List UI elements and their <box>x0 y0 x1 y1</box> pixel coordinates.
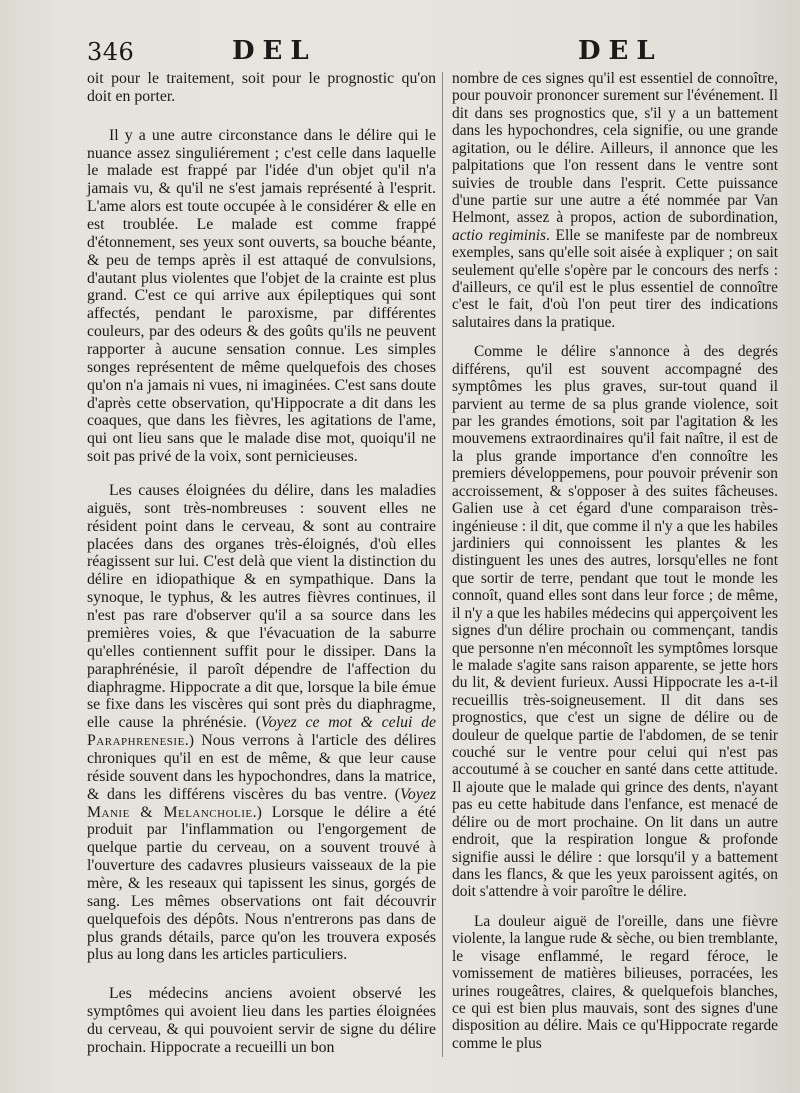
paragraph-text: .) Nous verrons à l'article des délires chroniques qu'il en est de même, & que leur cause réside souvent dans les hypochondres, dans la matrice, & dans les différens viscères du bas ventre. ( <box>87 732 436 803</box>
cross-reference-term: Paraphrenesie <box>87 732 185 750</box>
paragraph-degres-delire: Comme le délire s'annonce à des degrés différens, qu'il est souvent accompagné des symptômes les plus graves, sur-tout quand il parvient au terme de sa plus grande violence, soit par les grandes émotions, soit par l'agitation & les mouvemens extraordinaires qu'il fait naître, il est de la plus grande importance d'en connoître les premiers développemens, pour pouvoir prévenir son accroissement, & s'opposer à des suites fâcheuses. Galien use à cet égard d'une comparaison très-ingénieuse : il dit, que comme il n'y a que les habiles jardiniers qui connoissent les plantes & les distinguent les unes des autres, lorsqu'elles ne font que sortir de terre, pendant que tout le monde les connoît, quand elles sont dans leur force ; de même, il n'y a que les habiles médecins qui apperçoivent les signes d'un délire prochain ou commençant, tandis que personne n'en méconnoît les symptômes lorsque le malade s'agite sans raison apparente, se jette hors du lit, & devient furieux. Aussi Hippocrate les a-t-il recueillis très-soigneusement. Il dit dans ses prognostics, que c'est un signe de délire ou de douleur de quelque partie de l'abdomen, de se tenir couché sur le ventre pour celui qui n'est pas accoutumé à se coucher en santé dans cette attitude. Il ajoute que le malade qui grince des dents, n'ayant pas eu cette habitude dans l'enfance, est menacé de délire ou de mort prochaine. On lit dans un autre endroit, que la respiration longue & profonde signifie aussi le délire : que lorsqu'il y a battement dans les flancs, & que les yeux paroissent agités, on doit s'attendre à voir paroître le délire. <box>452 343 778 901</box>
paragraph-continued: oit pour le traitement, soit pour le prognostic qu'on doit en porter. <box>87 70 436 105</box>
paragraph-signes-continued <box>452 70 778 331</box>
paragraph-causes-eloignees <box>87 482 436 964</box>
column-divider <box>442 72 443 1057</box>
paragraph-douleur-oreille: La douleur aiguë de l'oreille, dans une fièvre violente, la langue rude & sèche, ou bien tremblante, le visage enflammé, le regard féroce, le vomissement de matières bilieuses, porracées, les urines rougeâtres, claires, & quelquefois blanches, ce qui est bien plus mauvais, sont des signes d'une disposition au délire. Mais ce qu'Hippocrate regarde comme le plus <box>452 912 778 1052</box>
paragraph-medecins-anciens: Les médecins anciens avoient observé les symptômes qui avoient lieu dans les parties éloignées du cerveau, & qui pouvoient servir de signe du délire prochain. Hippocrate a recueilli un bon <box>87 985 436 1056</box>
page-number: 346 <box>87 38 135 66</box>
right-column <box>452 70 778 1052</box>
running-head-left: DEL <box>232 36 317 66</box>
cross-reference-term: Manie & Melancholie <box>87 803 253 821</box>
paragraph-text: . Elle se manifeste par de nombreux exemples, sans qu'elle soit aisée à expliquer ; on sait seulement qu'elle s'opère par le concours des nerfs : d'ailleurs, ce qu'il est le plus essentiel de connoître c'est le fait, d'où l'on peut tirer des indications salutaires dans la pratique. <box>452 226 778 331</box>
paragraph-text: nombre de ces signes qu'il est essentiel de connoître, pour pouvoir prononcer surement sur l'événement. Il dit dans ses prognostics que, s'il y a un battement dans les hypochondres, cela signifie, ou une grande agitation, ou le délire. Ailleurs, il annonce que les palpitations que l'on ressent dans le ventre sont suivies de trouble dans l'esprit. Cette puissance d'une partie sur une autre a été nommée par Van Helmont, assez à propos, action de subordination, <box>452 70 778 227</box>
left-column <box>87 70 436 1057</box>
cross-reference-text: Voyez ce mot & celui de <box>260 714 436 732</box>
paragraph-text: .) Lorsque le délire a été produit par l'inflammation ou l'engorgement de quelque partie du cerveau, on a souvent trouvé à l'ouverture des cadavres plusieurs vaisseaux de la pie mère, & les reseaux qui tapissent les sinus, gorgés de sang. Les mêmes observations ont fait découvrir quelquefois des dépôts. Nous n'entrerons pas dans de plus grands détails, parce qu'on les trouvera exposés plus au long dans les articles particuliers. <box>87 803 436 964</box>
running-head-right: DEL <box>578 36 663 66</box>
latin-term: actio regiminis <box>452 226 547 244</box>
paragraph-text: Les causes éloignées du délire, dans les maladies aiguës, sont très-nombreuses : souvent elles ne résident point dans le cerveau, & sont au contraire placées dans des organes très-éloignés, d'où elles réagissent sur lui. C'est delà que vient la distinction du délire en idiopathique & en sympathique. Dans la synoque, le typhus, & les autres fièvres continues, il n'est pas rare d'observer qu'il a sa source dans les premières voies, & que l'évacuation de la saburre qu'elles contiennent suffit pour le dissiper. Dans la paraphrénésie, il paroît dépendre de l'affection du diaphragme. Hippocrate a dit que, lorsque la bile émue se fixe dans les viscères qui sont près du diaphragme, elle cause la phrénésie. ( <box>87 482 436 732</box>
cross-reference-text: Voyez <box>400 785 436 803</box>
paragraph-delire-circonstance: Il y a une autre circonstance dans le délire qui le nuance assez singuliérement ; c'est celle dans laquelle le malade est frappé par l'idée d'un objet qu'il n'a jamais vu, & qu'il ne s'est jamais représenté à l'esprit. L'ame alors est toute occupée à le considérer & elle en est troublée. Le malade est comme frappé d'étonnement, ses yeux sont ouverts, sa bouche béante, & peu de temps après il est attaqué de convulsions, d'autant plus violentes que l'objet de la crainte est plus grand. C'est ce qui arrive aux épileptiques qui sont affectés, pendant le paroxisme, par différentes couleurs, par des odeurs & des goûts qu'ils ne peuvent rapporter à aucune sensation connue. Les simples songes représentent de même quelquefois des choses qu'on n'a jamais ni vues, ni imaginées. C'est sans doute d'après cette observation, qu'Hippocrate a dit dans les coaques, que dans les fièvres, les agitations de l'ame, qui ont lieu sans que le malade dise mot, quoiqu'il ne soit pas privé de la voix, sont pernicieuses. <box>87 126 436 466</box>
page-header <box>0 34 800 70</box>
